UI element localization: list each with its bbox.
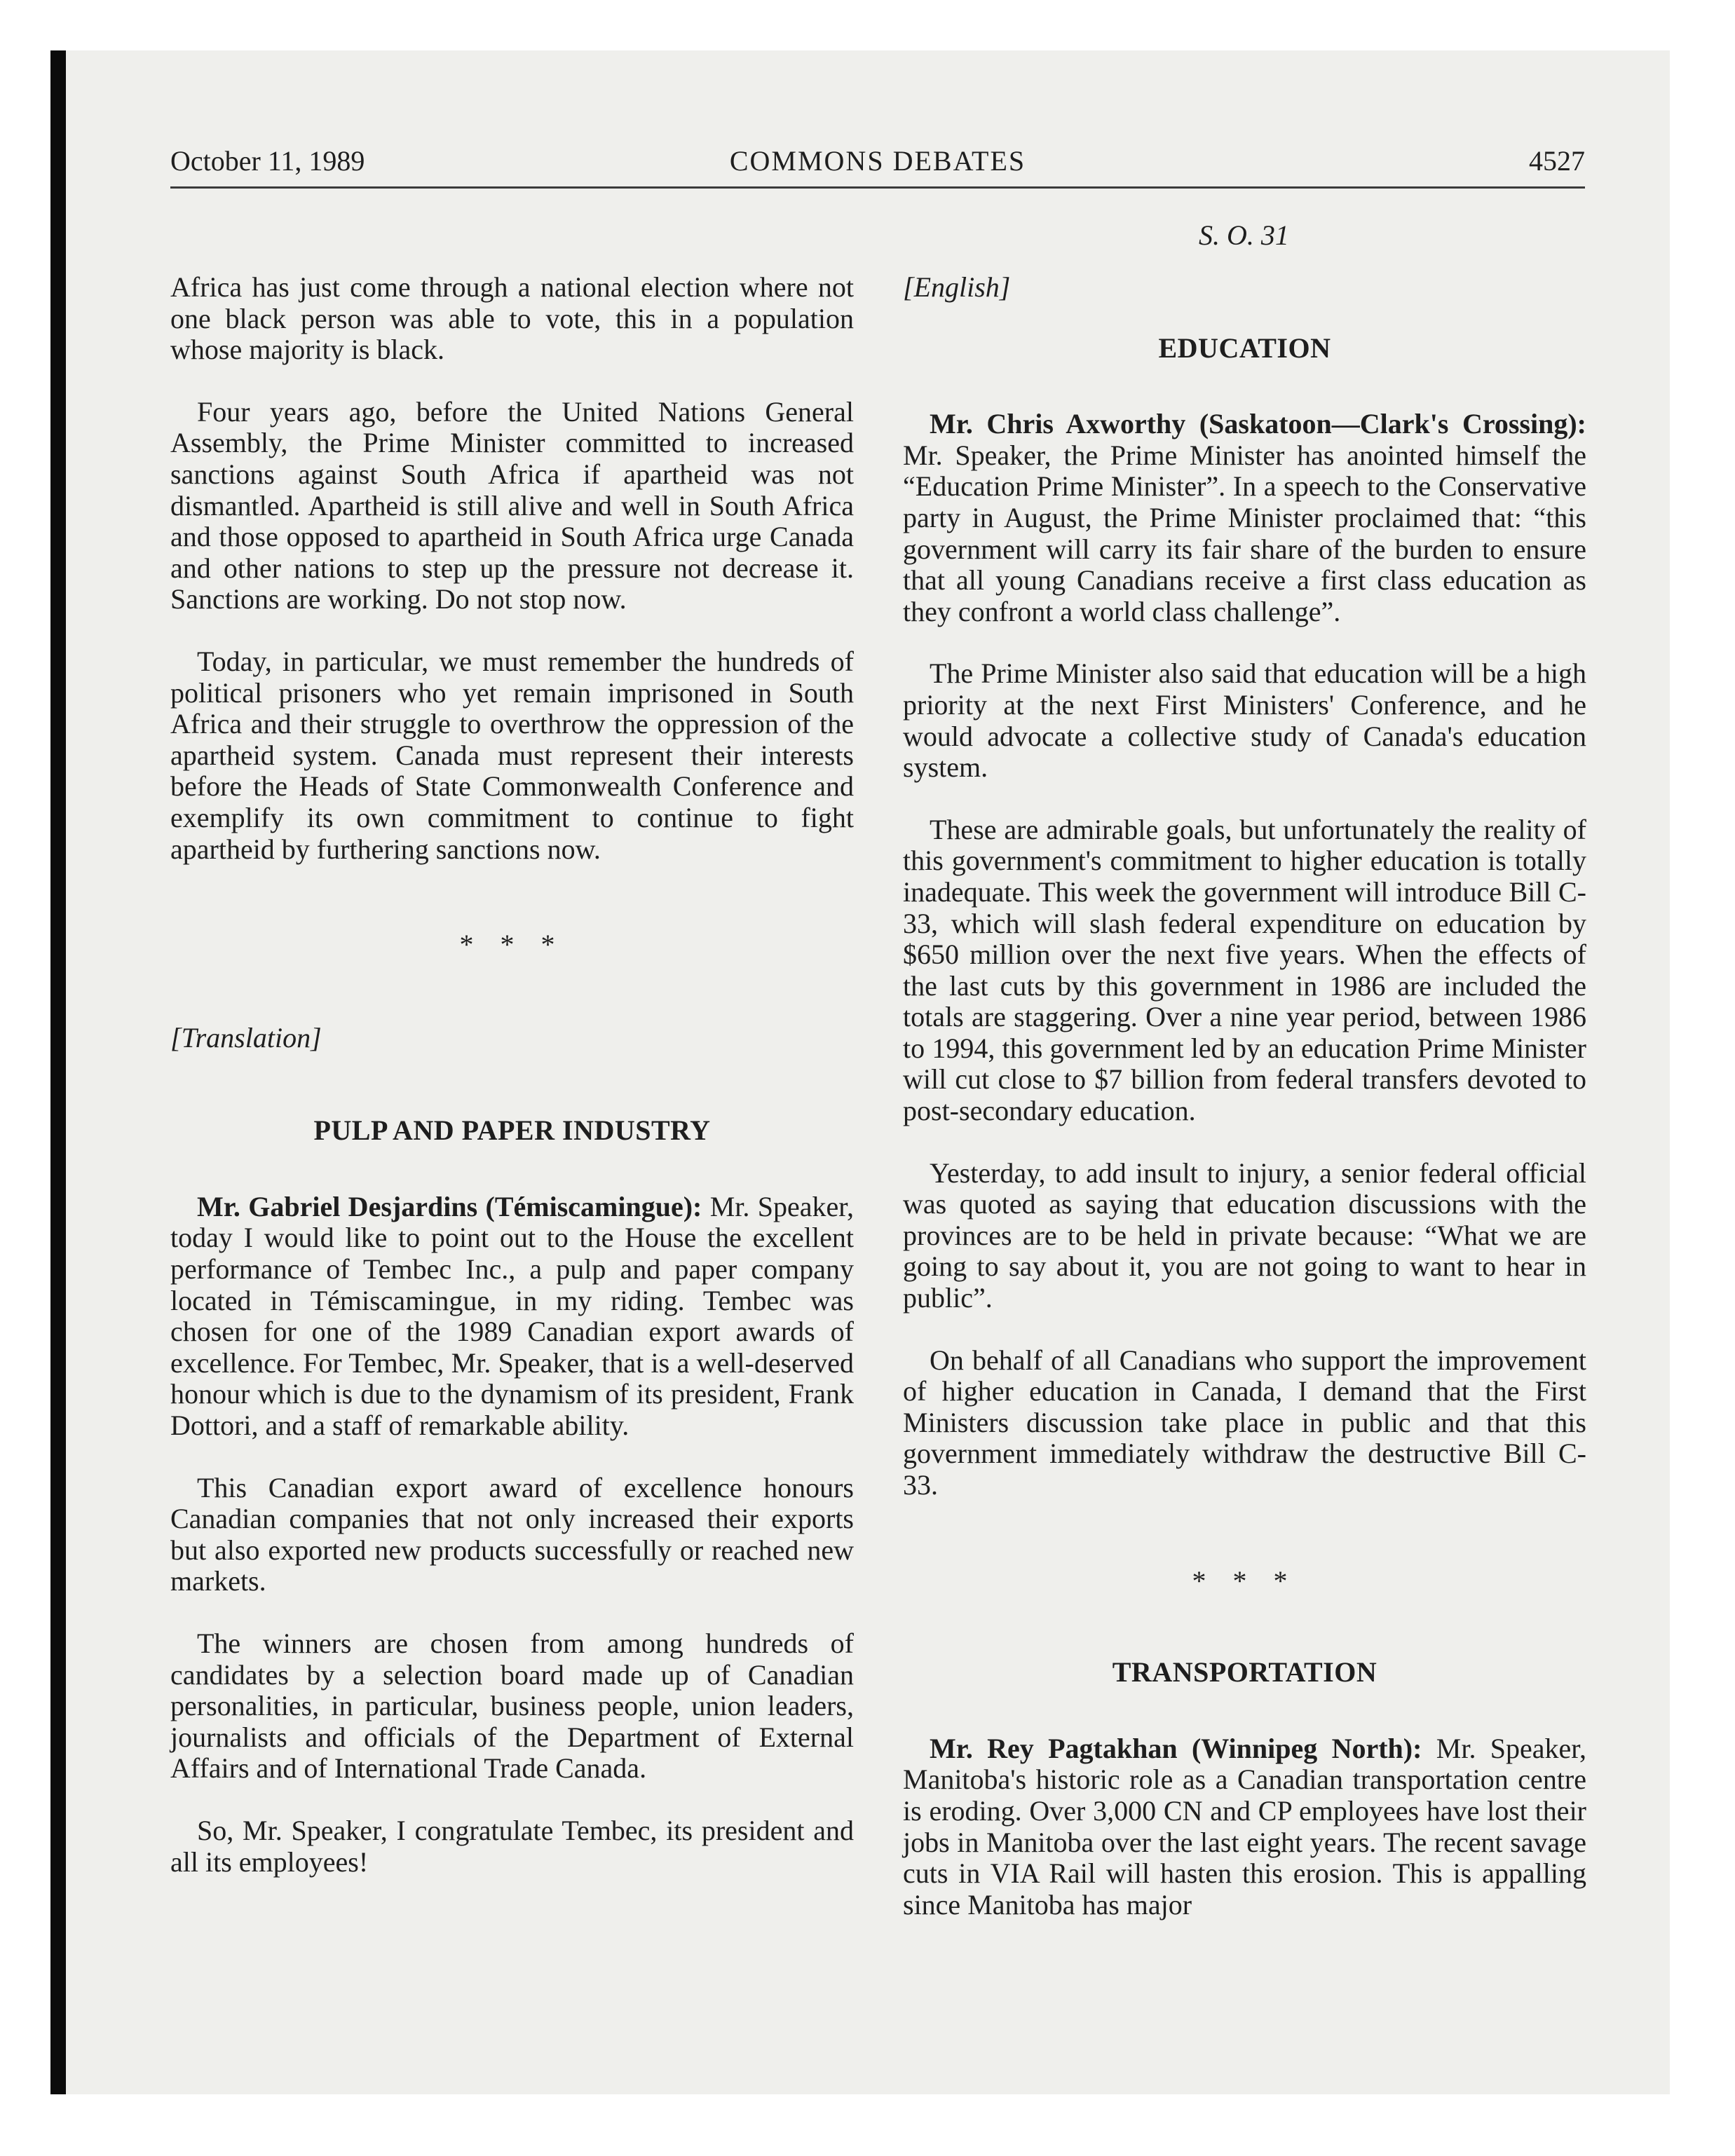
speech-paragraph: [903, 1733, 1586, 1921]
speech-paragraph: [903, 409, 1586, 627]
speaker-name: Mr. Rey Pagtakhan (Winnipeg North):: [930, 1732, 1422, 1764]
paragraph: Today, in particular, we must remember the hundreds of political prisoners who yet remain imprisoned in South Africa and their struggle to overthrow the oppression of the apartheid system. Canada must represent their interests before the Heads of State Commonwealth Conference and exemplify its own commitment to continue to fight apartheid by furthering sanctions now.: [170, 645, 854, 865]
running-header: [170, 137, 1585, 189]
header-date: October 11, 1989: [170, 145, 365, 177]
paragraph: These are admirable goals, but unfortunately the reality of this government's commitment to higher education is totally inadequate. This week the government will introduce Bill C-33, which will slash federal expenditure on education by $650 million over the next five years. When the effects of the last cuts by this government in 1986 are included the totals are staggering. Over a nine year period, between 1986 to 1994, this government led by an education Prime Minister will cut close to $7 billion from federal transfers devoted to post-secondary education.: [903, 813, 1586, 1127]
left-column: [170, 272, 854, 1878]
scan-edge-shadow: [50, 50, 66, 2094]
paragraph: So, Mr. Speaker, I congratulate Tembec, its president and all its employees!: [170, 1814, 854, 1878]
standing-order-label: S. O. 31: [1199, 219, 1289, 251]
speech-paragraph: [170, 1192, 854, 1442]
speech-text: Mr. Speaker, today I would like to point out to the House the excellent performance of Tembec Inc., a pulp and paper company located in Témiscamingue, in my riding. Tembec was chosen for one of the 1989 Canadian export awards of excellence. For Tembec, Mr. Speaker, that is a well-deserved honour which is due to the dynamism of its president, Frank Dottori, and a staff of remarkable ability.: [170, 1190, 854, 1442]
section-separator: * * *: [1192, 1564, 1298, 1597]
section-heading: EDUCATION: [1158, 332, 1331, 364]
section-separator: * * *: [459, 929, 565, 961]
speech-text: Mr. Speaker, the Prime Minister has anointed himself the “Education Prime Minister”. In a speech to the Conservative party in August, the Prime Minister proclaimed that: “this government will carry its fair share of the burden to ensure that all young Canadians receive a first class education as they confront a world class challenge”.: [903, 439, 1586, 627]
translation-tag: [Translation]: [170, 1021, 322, 1053]
section-heading: TRANSPORTATION: [1112, 1656, 1377, 1688]
speech-text: Mr. Speaker, Manitoba's historic role as a Canadian transportation centre is eroding. Over 3,000 CN and CP employees have lost their jobs in Manitoba over the last eight years. The recent savage cuts in VIA Rail will hasten this erosion. This is appalling since Manitoba has major: [903, 1732, 1586, 1920]
paragraph: Africa has just come through a national election where not one black person was able to vote, this in a population whose majority is black.: [170, 271, 854, 366]
paragraph: On behalf of all Canadians who support the improvement of higher education in Canada, I demand that the First Ministers discussion take place in public and that this government immediately withdraw the destructive Bill C-33.: [903, 1344, 1586, 1501]
header-page-number: 4527: [1529, 145, 1585, 177]
paragraph: Yesterday, to add insult to injury, a senior federal official was quoted as saying that education discussions with the provinces are to be held in private because: “What we are going to say about it, you are not going to want to hear in public”.: [903, 1157, 1586, 1314]
paragraph: This Canadian export award of excellence honours Canadian companies that not only increased their exports but also exported new products successfully or reached new markets.: [170, 1471, 854, 1597]
section-heading: PULP AND PAPER INDUSTRY: [313, 1114, 711, 1147]
paragraph: The winners are chosen from among hundreds of candidates by a selection board made up of Canadian personalities, in particular, business people, union leaders, journalists and officials of the Department of External Affairs and of International Trade Canada.: [170, 1628, 854, 1785]
right-column: [903, 272, 1586, 1920]
header-title: COMMONS DEBATES: [729, 145, 1026, 177]
paragraph: Four years ago, before the United Nations General Assembly, the Prime Minister committed to increased sanctions against South Africa if apartheid was not dismantled. Apartheid is still alive and well in South Africa and those opposed to apartheid in South Africa urge Canada and other nations to step up the pressure not decrease it. Sanctions are working. Do not stop now.: [170, 395, 854, 615]
speaker-name: Mr. Gabriel Desjardins (Témiscamingue):: [197, 1190, 702, 1222]
paragraph: The Prime Minister also said that education will be a high priority at the next First Ministers' Conference, and he would advocate a collective study of Canada's education system.: [903, 657, 1586, 784]
english-tag: [English]: [903, 271, 1011, 303]
speaker-name: Mr. Chris Axworthy (Saskatoon—Clark's Crossing):: [930, 408, 1586, 440]
